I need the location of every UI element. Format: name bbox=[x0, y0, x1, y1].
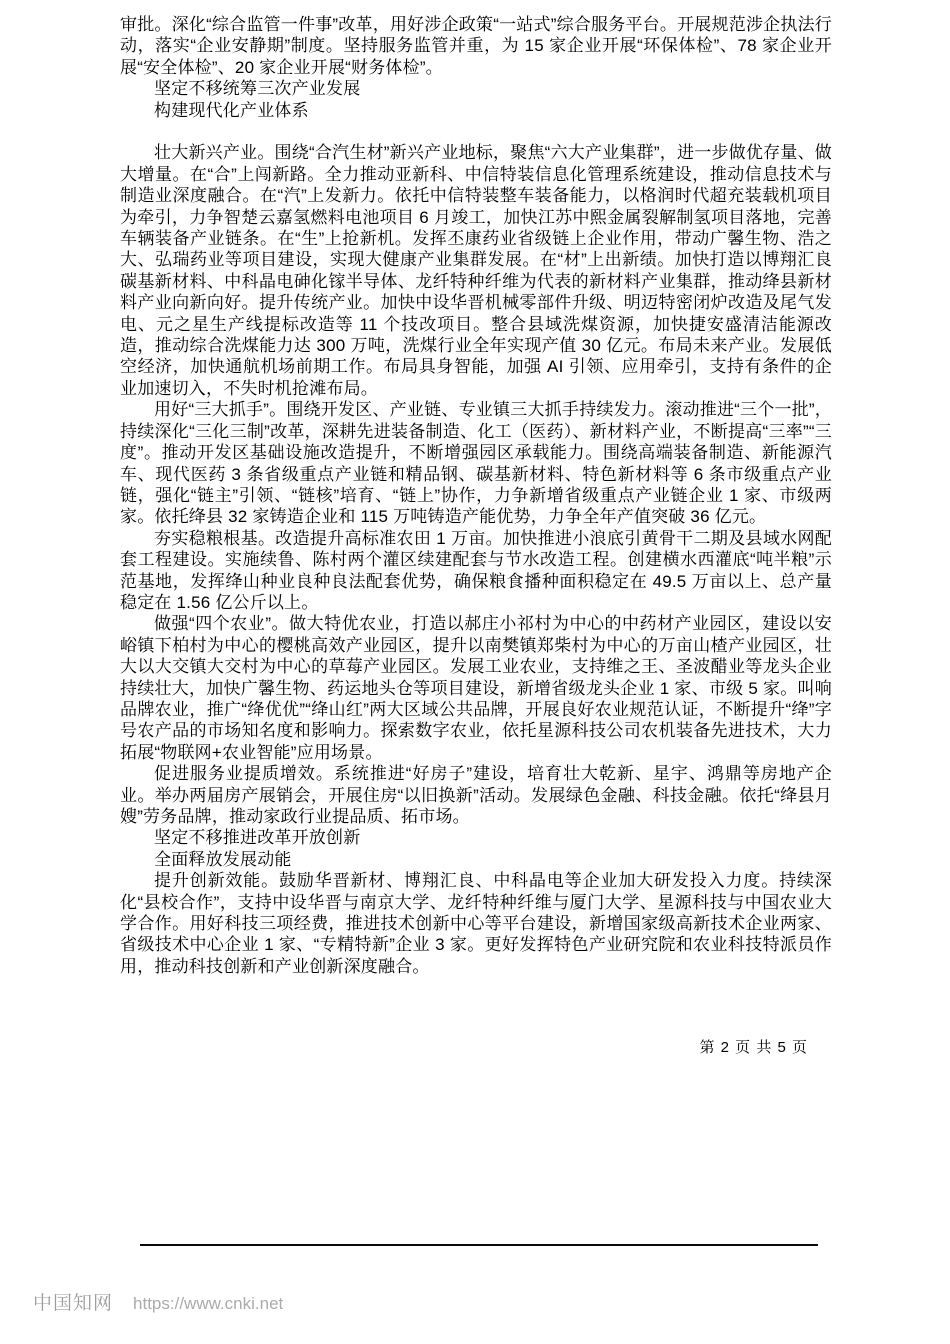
footer bbox=[33, 1288, 283, 1315]
cnki-url[interactable]: https://www.cnki.net bbox=[133, 1294, 284, 1313]
section-heading: 构建现代化产业体系 bbox=[154, 100, 309, 120]
paragraph: 夯实稳粮根基。改造提升高标准农田 1 万亩。加快推进小浪底引黄骨干二期及县域水网配套工程建设。实施续鲁、陈村两个灌区续建配套与节水改造工程。创建横水西灌底“吨半粮”示范基地，发挥绛山种业良种良法配套优势，确保粮食播种面积稳定在 49.5 万亩以上、总产量稳定在 1.56 亿公斤以上。 bbox=[120, 528, 832, 612]
page-number: 第 2 页 共 5 页 bbox=[699, 1039, 808, 1056]
paragraph: 提升创新效能。鼓励华晋新材、博翔汇良、中科晶电等企业加大研发投入力度。持续深化“县校合作”，支持中设华晋与南京大学、龙纤特种纤维与厦门大学、星源科技与中国农业大学合作。用好科技三项经费，推进技术创新中心等平台建设，新增国家级高新技术企业两家、省级技术中心企业 1 家、“专精特新”企业 3 家。更好发挥特色产业研究院和农业科技特派员作用，推动科技创新和产业创新深度融合。 bbox=[120, 871, 832, 976]
paragraph-spacer bbox=[120, 121, 832, 142]
paragraph: 审批。深化“综合监管一件事”改革，用好涉企政策“一站式”综合服务平台。开展规范涉企执法行动，落实“企业安静期”制度。坚持服务监管并重，为 15 家企业开展“环保体检”、78 家企业开展“安全体检”、20 家企业开展“财务体检”。 bbox=[120, 15, 832, 77]
document-body bbox=[120, 14, 832, 977]
paragraph: 促进服务业提质增效。系统推进“好房子”建设，培育壮大乾新、星宇、鸿鼎等房地产企业。举办两届房产展销会，开展住房“以旧换新”活动。发展绿色金融、科技金融。依托“绛县月嫂”劳务品牌，推动家政行业提品质、拓市场。 bbox=[120, 764, 832, 827]
footer-divider bbox=[140, 1244, 818, 1246]
paragraph: 做强“四个农业”。做大特优农业，打造以郝庄小祁村为中心的中药材产业园区，建设以安峪镇下柏村为中心的樱桃高效产业园区，提升以南樊镇郑柴村为中心的万亩山楂产业园区，壮大以大交镇大交村为中心的草莓产业园区。发展工业农业，支持维之王、圣波醋业等龙头企业持续壮大，加快广馨生物、药运地头仓等项目建设，新增省级龙头企业 1 家、市级 5 家。叫响品牌农业，推广“绛优优”“绛山红”两大区域公共品牌，开展良好农业规范认证，不断提升“绛”字号农产品的市场知名度和影响力。探索数字农业，依托星源科技公司农机装备先进技术，大力拓展“物联网+农业智能”应用场景。 bbox=[120, 614, 832, 762]
paragraph: 用好“三大抓手”。围绕开发区、产业链、专业镇三大抓手持续发力。滚动推进“三个一批”，持续深化“三化三制”改革，深耕先进装备制造、化工（医药）、新材料产业，不断提高“三率”“三度”。推动开发区基础设施改造提升，不断增强园区承载能力。围绕高端装备制造、新能源汽车、现代医药 3 条省级重点产业链和精品钢、碳基新材料、特色新材料等 6 条市级重点产业链，强化“链主”引领、“链核”培育、“链上”协作，力争新增省级重点产业链企业 1 家、市级两家。依托绛县 32 家铸造企业和 115 万吨铸造产能优势，力争全年产值突破 36 亿元。 bbox=[120, 400, 832, 527]
section-heading: 坚定不移统筹三次产业发展 bbox=[154, 79, 361, 99]
section-heading: 坚定不移推进改革开放创新 bbox=[154, 828, 361, 848]
paragraph: 壮大新兴产业。围绕“合汽生材”新兴产业地标，聚焦“六大产业集群”，进一步做优存量、做大增量。在“合”上闯新路。全力推动亚新科、中信特装信息化管理系统建设，推动信息技术与制造业深度融合。在“汽”上发新力。依托中信特装整车装备能力，以格润时代超充装载机项目为牵引，力争智楚云嘉氢燃料电池项目 6 月竣工，加快江苏中熙金属裂解制氢项目落地，完善车辆装备产业链条。在“生”上抢新机。发挥丕康药业省级链上企业作用，带动广馨生物、浩之大、弘瑞药业等项目建设，实现大健康产业集群发展。在“材”上出新绩。加快打造以博翔汇良碳基新材料、中科晶电砷化镓半导体、龙纤特种纤维为代表的新材料产业集群，推动绛县新材料产业向新向好。提升传统产业。加快中设华晋机械零部件升级、明迈特密闭炉改造及尾气发电、元之星生产线提标改造等 11 个技改项目。整合县域洗煤资源，加快捷安盛清洁能源改造，推动综合洗煤能力达 300 万吨，洗煤行业全年实现产值 30 亿元。布局未来产业。发展低空经济，加快通航机场前期工作。布局具身智能，加强 AI 引领、应用牵引，支持有条件的企业加速切入，不失时机抢滩布局。 bbox=[120, 143, 832, 398]
section-heading: 全面释放发展动能 bbox=[154, 849, 292, 869]
cnki-logo: 中国知网 bbox=[33, 1293, 114, 1314]
